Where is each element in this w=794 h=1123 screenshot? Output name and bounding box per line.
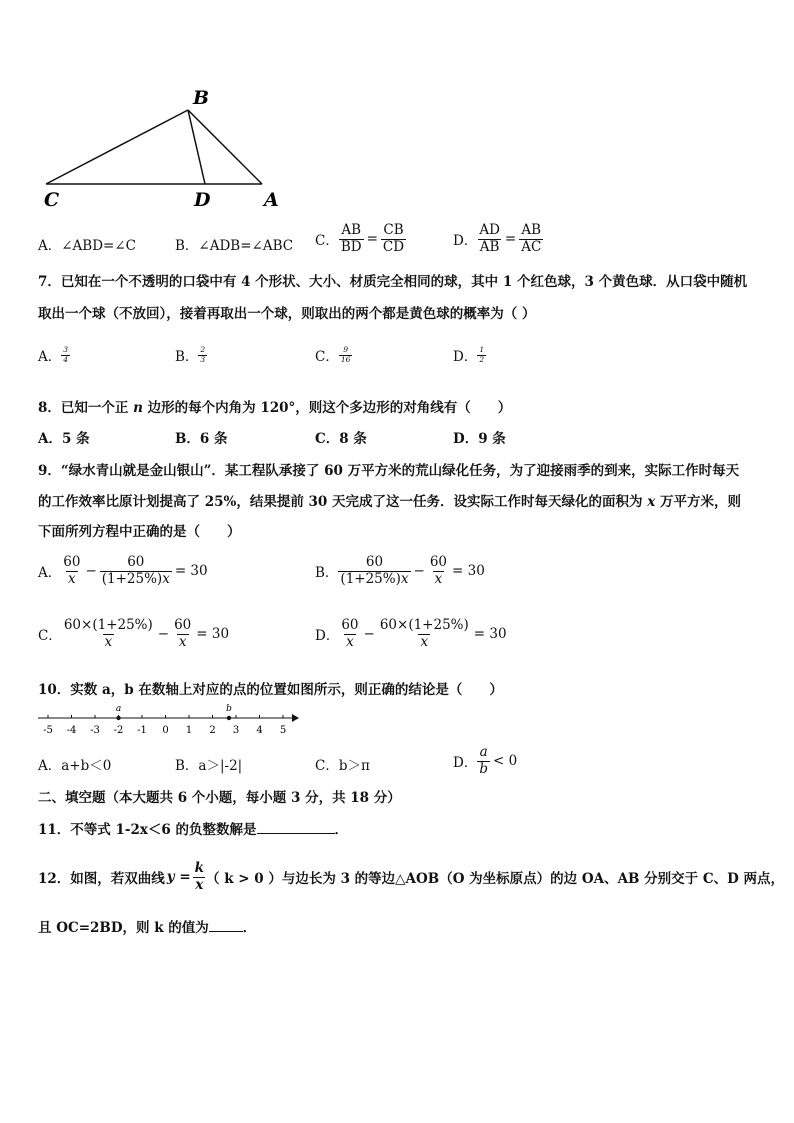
q11-answer-blank[interactable]: [257, 833, 335, 834]
q9-option-d: D． $\frac{60}{x}$ − $\frac{60\times(1+25\%)}{x}$ = 30: [315, 617, 507, 650]
q10-stem: 10．实数 a，b 在数轴上对应的点的位置如图所示，则正确的结论是（ ）: [38, 682, 503, 698]
vertex-label-a: A: [264, 189, 279, 211]
q9-option-a: A． $\frac{60}{x}$ − $\frac{60}{(1+25\%)x}$ = 30: [38, 554, 208, 587]
q10-option-b: B．a＞|-2|: [175, 758, 243, 774]
point-a-dot: [116, 716, 120, 720]
tick-label: -1: [137, 725, 147, 736]
tick-label: -5: [43, 725, 53, 736]
q6-option-c-label: C．: [315, 233, 339, 250]
q7a-fraction: $\frac{3}{4}$: [63, 344, 69, 364]
point-b-label: b: [226, 704, 232, 714]
q8-stem: 8．已知一个正 n 边形的每个内角为 120°，则这个多边形的对角线有（ ）: [38, 400, 512, 416]
q12-stem-line2: 且 OC=2BD，则 k 的值为 ．: [38, 920, 257, 936]
tick-label: 5: [279, 725, 287, 736]
point-b-dot: [227, 716, 231, 720]
q6d-fraction-2: $\frac{AB}{AC}$: [521, 222, 542, 255]
point-a-label: a: [115, 704, 122, 714]
q6-option-c: C． $\frac{AB}{BD}$ = $\frac{CB}{CD}$: [315, 222, 405, 255]
q6-option-d-label: D．: [453, 233, 478, 250]
tick-label: -2: [113, 725, 124, 736]
q7d-fraction: $\frac{1}{2}$: [479, 344, 485, 364]
q7-stem-line2: 取出一个球（不放回），接着再取出一个球，则取出的两个都是黄色球的概率为（ ）: [38, 306, 536, 322]
q10-option-a: A．a+b＜0: [38, 758, 112, 774]
q11-stem: 11．不等式 1-2x＜6 的负整数解是 ．: [38, 822, 349, 838]
q6-option-b: B．∠ADB=∠ABC: [175, 238, 294, 254]
vertex-label-c: C: [44, 189, 60, 211]
q6c-fraction-1: $\frac{AB}{BD}$: [340, 222, 362, 255]
q12-stem-line1: 12．如图，若双曲线 y = $\frac{k}{x}$ （ k > 0 ）与边长为 3 的等边△AOB（O 为坐标原点）的边 OA、AB 分别交于 C、D 两点，: [38, 860, 785, 893]
tick-label: 1: [185, 725, 193, 736]
section-title-fill-in: 二、填空题（本大题共 6 个小题，每小题 3 分，共 18 分）: [38, 790, 401, 806]
number-line: [36, 700, 300, 738]
q7-stem-line1: 7．已知在一个不透明的口袋中有 4 个形状、大小、材质完全相同的球，其中 1 个红色球，3 个黄色球．从口袋中随机: [38, 274, 748, 290]
q9-stem-line3: 下面所列方程中正确的是（ ）: [38, 524, 241, 540]
q9-stem-line1: 9．“绿水青山就是金山银山”．某工程队承接了 60 万平方米的荒山绿化任务，为了迎接雨季的到来，实际工作时每天: [38, 463, 740, 479]
q6d-fraction-1: $\frac{AD}{AB}$: [479, 222, 500, 255]
q8-option-b: B．6 条: [175, 431, 228, 447]
q8-option-a: A．5 条: [38, 431, 90, 447]
q7-option-a: A． $\frac{3}{4}$: [38, 344, 69, 365]
vertex-label-d: D: [194, 189, 211, 211]
q6c-fraction-2: $\frac{CB}{CD}$: [382, 222, 405, 255]
q10-option-c: C．b＞π: [315, 758, 370, 774]
tick-label: -4: [66, 725, 77, 736]
q9-option-c: C． $\frac{60\times(1+25\%)}{x}$ − $\frac{60}{x}$ = 30: [38, 617, 230, 650]
q8-option-d: D．9 条: [453, 431, 506, 447]
tick-label: 3: [232, 725, 240, 736]
q7-option-d: D． $\frac{1}{2}$: [453, 344, 485, 365]
q8-option-c: C．8 条: [315, 431, 367, 447]
q9-stem-line2: 的工作效率比原计划提高了 25%，结果提前 30 天完成了这一任务．设实际工作时每天绿化的面积为 x 万平方米，则: [38, 494, 741, 510]
tick-label: -3: [90, 725, 100, 736]
vertex-label-b: B: [193, 87, 210, 109]
tick-label: 4: [256, 725, 263, 736]
q6-option-d: D． $\frac{AD}{AB}$ = $\frac{AB}{AC}$: [453, 222, 542, 255]
tick-label: 2: [209, 725, 216, 736]
q10-option-d: D． $\frac{a}{b}$ < 0: [453, 744, 518, 777]
q12-answer-blank[interactable]: [209, 931, 243, 932]
triangle-figure: [36, 84, 296, 214]
q7b-fraction: $\frac{2}{3}$: [200, 344, 206, 364]
tick-label: 0: [162, 725, 169, 736]
q7c-fraction: $\frac{9}{16}$: [340, 344, 351, 364]
q7-option-b: B． $\frac{2}{3}$: [175, 344, 206, 365]
q6-option-a: A．∠ABD=∠C: [38, 238, 137, 254]
q9-option-b: B． $\frac{60}{(1+25\%)x}$ − $\frac{60}{x}$ = 30: [315, 554, 485, 587]
q7-option-c: C． $\frac{9}{16}$: [315, 344, 351, 365]
